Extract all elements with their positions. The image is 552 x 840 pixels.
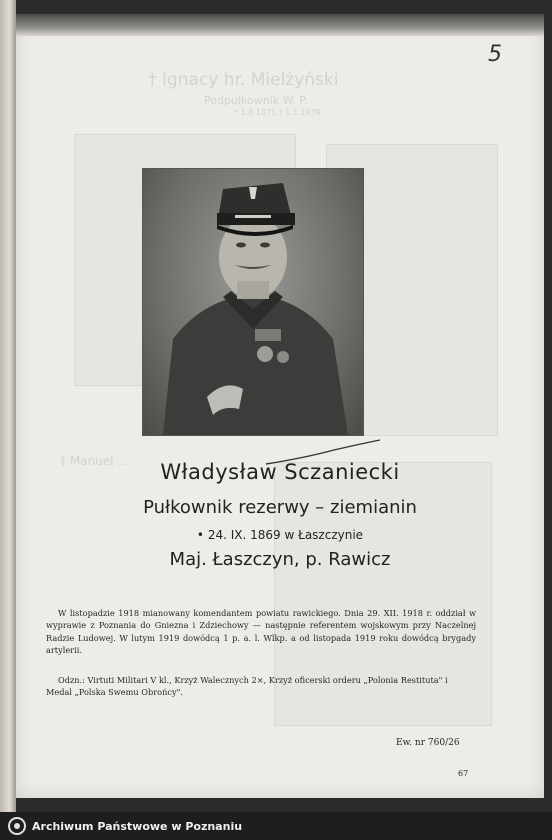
person-name: Władysław Sczaniecki bbox=[160, 460, 400, 484]
archive-footer-bar bbox=[0, 812, 552, 840]
folio-number: 67 bbox=[458, 769, 469, 778]
ghost-subtitle: Podpułkownik W. P. bbox=[204, 94, 308, 107]
biography-paragraph: W listopadzie 1918 mianowany komendantem powiatu rawickiego. Dnia 29. XII. 1918 r. oddział w wyprawie z Poznania do Gniezna i Zdziechowy — następnie referentem wojskowym przy Naczelnej Radzie Ludowej. W lutym 1919 dowódcą 1 p. a. l. Wlkp. a od listopada 1919 roku dowódcą brygady artylerii. bbox=[46, 608, 476, 656]
archive-logo-icon bbox=[8, 817, 26, 835]
ghost-lower-heading: † Manuel ... bbox=[60, 454, 129, 468]
page-top-shadow bbox=[16, 14, 544, 36]
archive-name: Archiwum Państwowe w Poznaniu bbox=[32, 819, 243, 833]
estate-line: Maj. Łaszczyn, p. Rawicz bbox=[169, 549, 391, 570]
registry-number: Ew. nr 760/26 bbox=[396, 738, 460, 748]
document-page bbox=[16, 14, 544, 798]
honors-paragraph: Odzn.: Virtuti Militari V kl., Krzyż Walecznych 2×, Krzyż oficerski orderu „Polonia Restituta" i Medal „Polska Swemu Obrońcy". bbox=[46, 675, 448, 698]
handwritten-page-number: 5 bbox=[488, 42, 502, 67]
portrait-photo bbox=[142, 168, 364, 436]
birth-line: • 24. IX. 1869 w Łaszczynie bbox=[196, 528, 364, 542]
adjacent-page-edge bbox=[0, 0, 16, 812]
ghost-title: † Ignacy hr. Mielżyński bbox=[148, 70, 339, 90]
rank-line: Pułkownik rezerwy – ziemianin bbox=[143, 497, 417, 518]
ghost-dates: * 1.8.1871 † 1.1.1939 bbox=[234, 108, 321, 117]
